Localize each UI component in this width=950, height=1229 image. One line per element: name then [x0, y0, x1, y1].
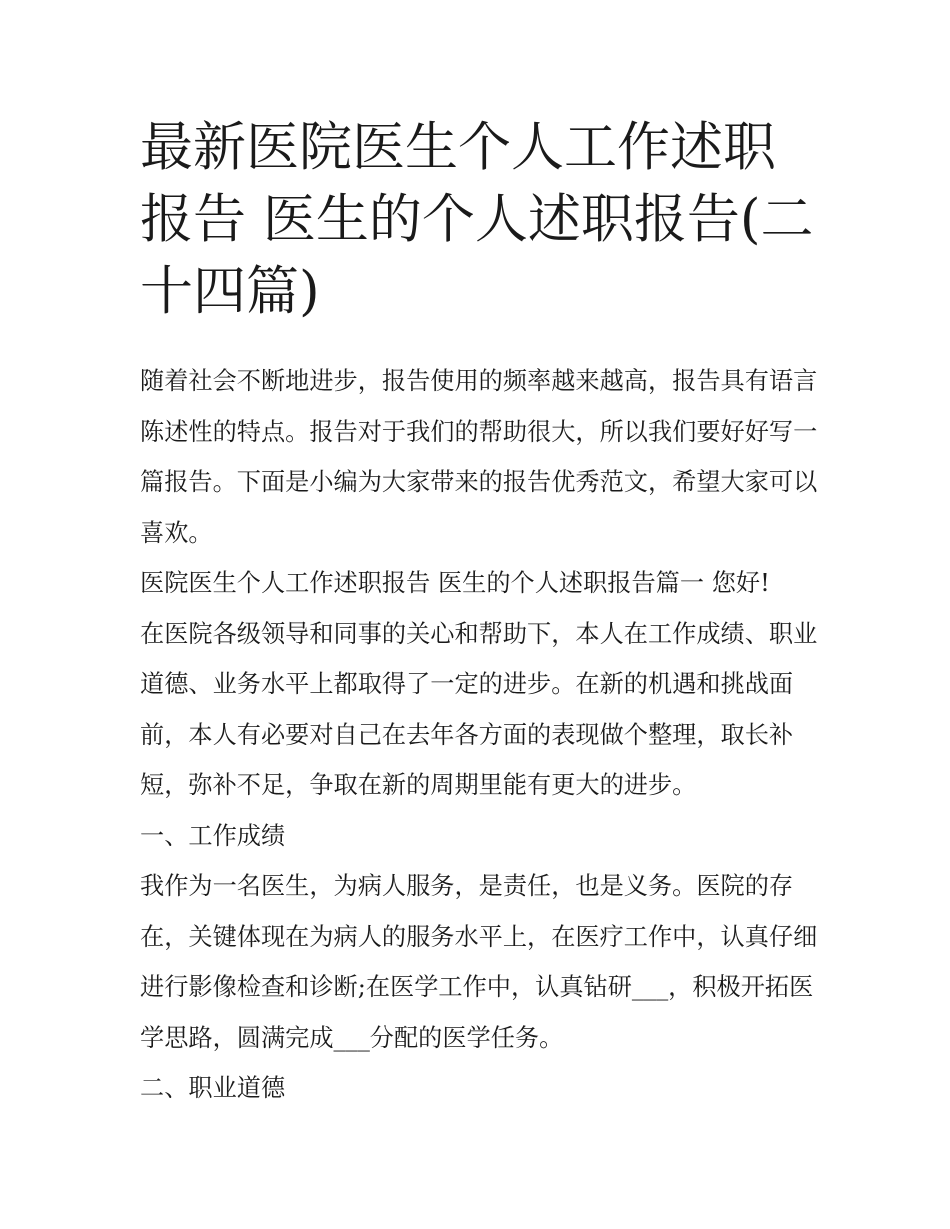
body-paragraph: 在医院各级领导和同事的关心和帮助下，本人在工作成绩、职业道德、业务水平上都取得了一定的进步。在新的机遇和挑战面前，本人有必要对自己在去年各方面的表现做个整理，取长补短，弥补不足，争取在新的周期里能有更大的进步。 [140, 619, 818, 799]
document-body [140, 356, 820, 1114]
section-heading-work-results: 一、工作成绩 [140, 821, 286, 850]
intro-paragraph: 随着社会不断地进步，报告使用的频率越来越高，报告具有语言陈述性的特点。报告对于我们的帮助很大，所以我们要好好写一篇报告。下面是小编为大家带来的报告优秀范文，希望大家可以喜欢。 [140, 367, 818, 547]
section-heading-professional-ethics: 二、职业道德 [140, 1074, 286, 1102]
body-paragraph: 我作为一名医生，为病人服务，是责任，也是义务。医院的存在，关键体现在为病人的服务水平上，在医疗工作中，认真仔细进行影像检查和诊断;在医学工作中，认真钻研___，积极开拓医学思路，圆满完成___分配的医学任务。 [140, 872, 818, 1052]
document-title: 最新医院医生个人工作述职报告 医生的个人述职报告(二十四篇) [140, 117, 814, 322]
section-heading-line: 医院医生个人工作述职报告 医生的个人述职报告篇一 您好! [140, 569, 770, 597]
